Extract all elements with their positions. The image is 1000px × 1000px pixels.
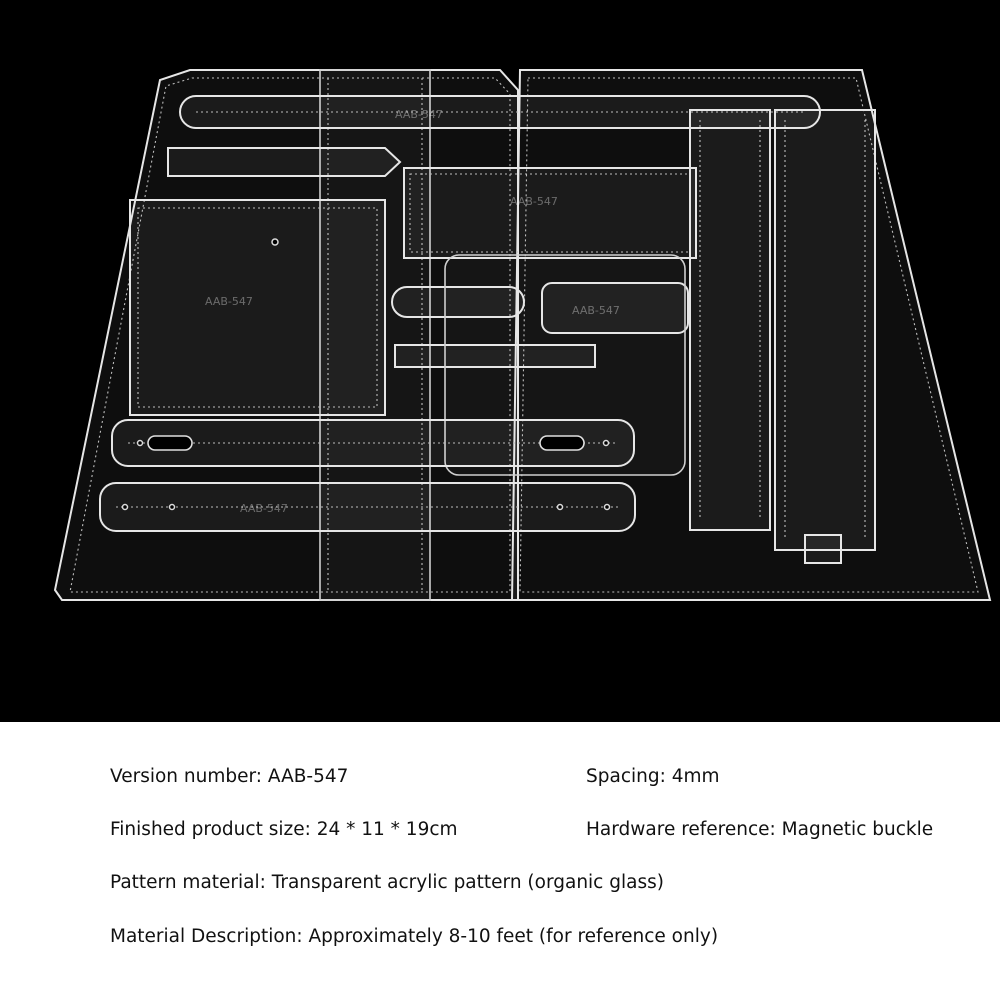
strap-tab [805, 535, 841, 563]
specifications-panel [0, 722, 1000, 1000]
middle-rectangle [404, 168, 696, 258]
svg-text:AAB-547: AAB-547 [510, 195, 558, 208]
svg-text:AAB-547: AAB-547 [205, 295, 253, 308]
finished-size: Finished product size: 24 * 11 * 19cm [110, 819, 458, 840]
pattern-material: Pattern material: Transparent acrylic pattern (organic glass) [110, 872, 664, 893]
spacing: Spacing: 4mm [586, 766, 720, 787]
hardware-reference: Hardware reference: Magnetic buckle [586, 819, 934, 840]
pointed-tab [168, 148, 400, 176]
version-number: Version number: AAB-547 [110, 766, 349, 787]
left-inner-rectangle [130, 200, 385, 415]
right-vertical-strap-2 [775, 110, 875, 550]
svg-text:AAB-547: AAB-547 [240, 502, 288, 515]
right-vertical-strap-1 [690, 110, 770, 530]
material-description: Material Description: Approximately 8-10 feet (for reference only) [110, 926, 719, 947]
svg-text:AAB-547: AAB-547 [395, 108, 443, 121]
